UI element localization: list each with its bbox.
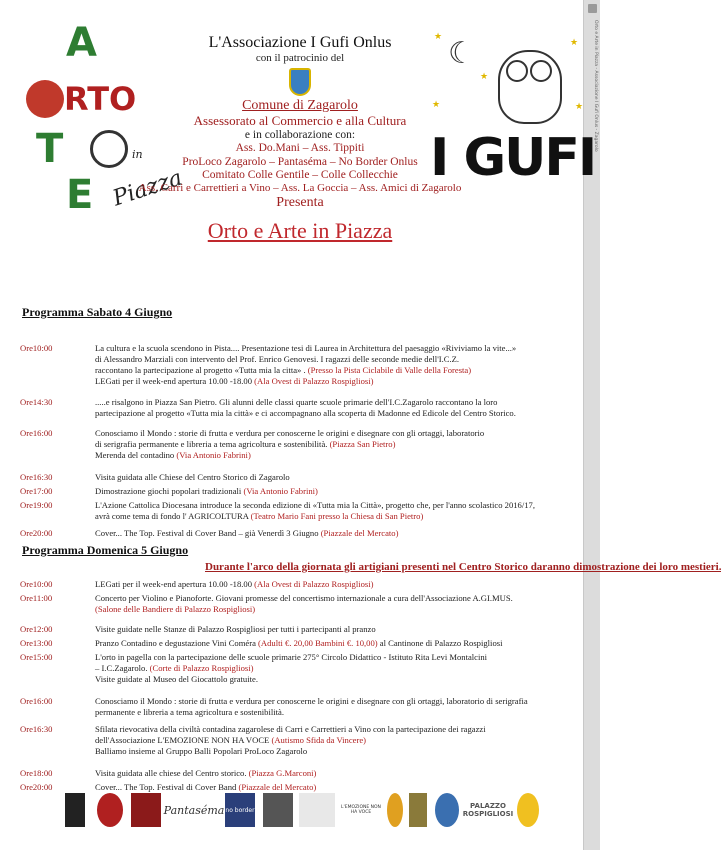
event-line: Visita guidata alle Chiese del Centro Storico di Zagarolo	[95, 472, 290, 482]
event-time: Ore16:00	[20, 696, 53, 706]
presenta-label: Presenta	[276, 194, 324, 210]
logo-letter-a: A	[66, 20, 97, 66]
event-line: avrà come tema di fondo l' AGRICOLTURA (Teatro Mario Fani presso la Chiesa di San Pietro)	[95, 511, 424, 521]
logo-letters-rto: RTO	[64, 80, 137, 118]
event-line: Visite guidate al Museo del Giocattolo gratuite.	[95, 674, 258, 684]
event-description	[95, 696, 583, 718]
event-time: Ore15:00	[20, 652, 53, 662]
zagarolo-crest-icon	[289, 68, 311, 96]
event-time: Ore10:00	[20, 343, 53, 353]
event-time: Ore16:30	[20, 472, 53, 482]
event-line: raccontano la partecipazione al progetto «Tutta mia la citta» . (Presso la Pista Ciclabile di Valle della Foresta)	[95, 365, 472, 375]
logo-in: in	[132, 148, 143, 161]
comune-name: Comune di Zagarolo	[242, 98, 358, 114]
event-line: Concerto per Violino e Pianoforte. Giovani promesse del concertismo internazionale a cura dell'Associazione A.GI.MUS.	[95, 593, 513, 603]
event-line: LEGati per il week-end apertura 10.00 -18.00 (Ala Ovest di Palazzo Rospigliosi)	[95, 579, 374, 589]
owl-icon	[490, 30, 568, 130]
noborder-logo: no border	[225, 793, 255, 827]
event-time: Ore10:00	[20, 579, 53, 589]
gufi-wordmark: I GUFI	[430, 128, 596, 188]
event-header	[130, 34, 470, 243]
event-line: di Alessandro Marziali con intervento del Prof. Enrico Genovesi. I ragazzi delle seconde medie dell'I.C.Z.	[95, 354, 460, 364]
artisans-notice: Durante l'arco della giornata gli artigiani presenti nel Centro Storico daranno dimostrazione dei loro mestieri.	[205, 561, 721, 573]
event-time: Ore20:00	[20, 528, 53, 538]
logo-letter-e: E	[66, 172, 94, 218]
event-line: Cover... The Top. Festival di Cover Band – già Venerdì 3 Giugno (Piazzale del Mercato)	[95, 528, 399, 538]
event-line: Cover... The Top. Festival di Cover Band (Piazzale del Mercato)	[95, 782, 317, 792]
moon-icon: ☾	[448, 36, 475, 71]
palette-icon	[90, 130, 128, 168]
event-line: Merenda del contadino (Via Antonio Fabrini)	[95, 450, 251, 460]
document-icon[interactable]	[588, 4, 597, 13]
seal-logo	[97, 793, 123, 827]
event-line: Conosciamo il Mondo : storie di frutta e verdura per conoscerne le origini e disegnare con gli ortaggi, laboratorio di serigrafia	[95, 696, 528, 706]
event-description	[95, 397, 583, 419]
domani-logo	[387, 793, 403, 827]
event-line: Balliamo insieme al Gruppo Balli Popolari ProLoco Zagarolo	[95, 746, 308, 756]
event-time: Ore16:30	[20, 724, 53, 734]
event-line: Conosciamo il Mondo : storie di frutta e verdura per conoscerne le origini e disegnare con gli ortaggi, laboratorio	[95, 428, 485, 438]
star-icon: ★	[575, 102, 584, 112]
event-time: Ore12:00	[20, 624, 53, 634]
partners-line-4: Ass. Carri e Carrettieri a Vino – Ass. La Goccia – Ass. Amici di Zagarolo	[138, 181, 462, 194]
event-description	[95, 768, 583, 779]
event-title: Orto e Arte in Piazza	[207, 217, 393, 243]
event-description	[95, 528, 583, 539]
car-logo	[263, 793, 293, 827]
circle-logo	[435, 793, 459, 827]
event-time: Ore13:00	[20, 638, 53, 648]
association-name: L'Associazione I Gufi Onlus	[208, 34, 392, 51]
event-line: Visite guidate nelle Stanze di Palazzo Rospigliosi per tutti i partecipanti al pranzo	[95, 624, 376, 634]
pantasema-logo: Pantaséma	[163, 803, 225, 817]
event-line: permanente e libreria a tema agricoltura e sostenibilità.	[95, 707, 284, 717]
partners-line-2: ProLoco Zagarolo – Pantaséma – No Border Onlus	[182, 155, 418, 168]
event-time: Ore18:00	[20, 768, 53, 778]
emozione-logo: L'EMOZIONE NON HA VOCE	[341, 805, 381, 815]
event-line: Sfilata rievocativa della civiltà contadina zagarolese di Carri e Carrettieri a Vino con la partecipazione dei ragazzi	[95, 724, 486, 734]
star-icon: ★	[480, 72, 489, 82]
event-line: L'Azione Cattolica Diocesana introduce la seconda edizione di «Tutta mia la Città», progetto che, per l'anno scolastico 2016/17,	[95, 500, 535, 510]
event-description	[95, 782, 583, 793]
proloco-logo	[131, 793, 161, 827]
event-description	[95, 624, 583, 635]
patronage-label: con il patrocinio del	[255, 52, 345, 65]
event-line: LEGati per il week-end apertura 10.00 -18.00 (Ala Ovest di Palazzo Rospigliosi)	[95, 376, 374, 386]
sunday-program-title: Programma Domenica 5 Giugno	[22, 543, 189, 557]
logo-letter-t: T	[36, 126, 64, 172]
partners-line-1: Ass. Do.Mani – Ass. Tippiti	[235, 142, 365, 155]
event-line: .....e risalgono in Piazza San Pietro. Gli alunni delle classi quarte scuole primarie dell'I.C.Zagarolo raccontano la loro	[95, 397, 498, 407]
crest-logo	[409, 793, 427, 827]
event-line: Dimostrazione giochi popolari tradizionali (Via Antonio Fabrini)	[95, 486, 318, 496]
sponsor-logos	[65, 793, 545, 829]
event-line: Visita guidata alle chiese del Centro storico. (Piazza G.Marconi)	[95, 768, 317, 778]
event-time: Ore11:00	[20, 593, 53, 603]
sidebar-text: Orto e Arte in Piazza - Associazione I Gufi Onlus - Zagarolo	[593, 20, 598, 152]
event-time: Ore14:30	[20, 397, 53, 407]
logo-piazza: Piazza	[109, 165, 186, 212]
event-line: Pranzo Contadino e degustazione Vini Coméra (Adulti €. 20,00 Bambini €. 10,00) al Cantinone di Palazzo Rospigliosi	[95, 638, 503, 648]
event-line: di serigrafia permanente e libreria a tema agricoltura e sostenibilità. (Piazza San Pietro)	[95, 439, 396, 449]
palazzo-rospigliosi-logo: PALAZZO ROSPIGLIOSI	[462, 802, 514, 818]
event-line: – I.C.Zagarolo. (Corte di Palazzo Rospigliosi)	[95, 663, 254, 673]
event-description	[95, 343, 583, 387]
event-time: Ore19:00	[20, 500, 53, 510]
event-description	[95, 638, 583, 649]
amici-logo	[517, 793, 539, 827]
event-description	[95, 500, 583, 522]
goccia-logo	[299, 793, 335, 827]
event-line: L'orto in pagella con la partecipazione delle scuole primarie 275° Circolo Didattico - Istituto Rita Levi Montalcini	[95, 652, 488, 662]
event-description	[95, 472, 583, 483]
partners-line-3: Comitato Colle Gentile – Colle Collecchie	[202, 168, 398, 181]
event-description	[95, 652, 583, 685]
event-time: Ore16:00	[20, 428, 53, 438]
event-line: (Salone delle Bandiere di Palazzo Rospigliosi)	[95, 604, 256, 614]
event-line: dell'Associazione L'EMOZIONE NON HA VOCE (Autismo Sfida da Vincere)	[95, 735, 367, 745]
event-line: La cultura e la scuola scendono in Pista.... Presentazione tesi di Laurea in Architettura del paesaggio «Riviviamo la vite...»	[95, 343, 517, 353]
event-description	[95, 724, 583, 757]
assessorato: Assessorato al Commercio e alla Cultura	[193, 113, 407, 129]
collaboration-label: e in collaborazione con:	[244, 129, 356, 142]
tomato-icon	[26, 80, 64, 118]
saturday-program-title: Programma Sabato 4 Giugno	[22, 305, 173, 319]
event-description	[95, 486, 583, 497]
star-icon: ★	[432, 100, 441, 110]
star-icon: ★	[570, 38, 579, 48]
event-description	[95, 579, 583, 590]
event-description	[95, 593, 583, 615]
event-time: Ore17:00	[20, 486, 53, 496]
event-line: partecipazione al progetto «Tutta mia la città» e ci accompagnano alla scoperta di Madonne ed Edicole del Centro Storico.	[95, 408, 516, 418]
event-time: Ore20:00	[20, 782, 53, 792]
tippiti-logo	[65, 793, 85, 827]
star-icon: ★	[434, 32, 443, 42]
event-description	[95, 428, 583, 461]
